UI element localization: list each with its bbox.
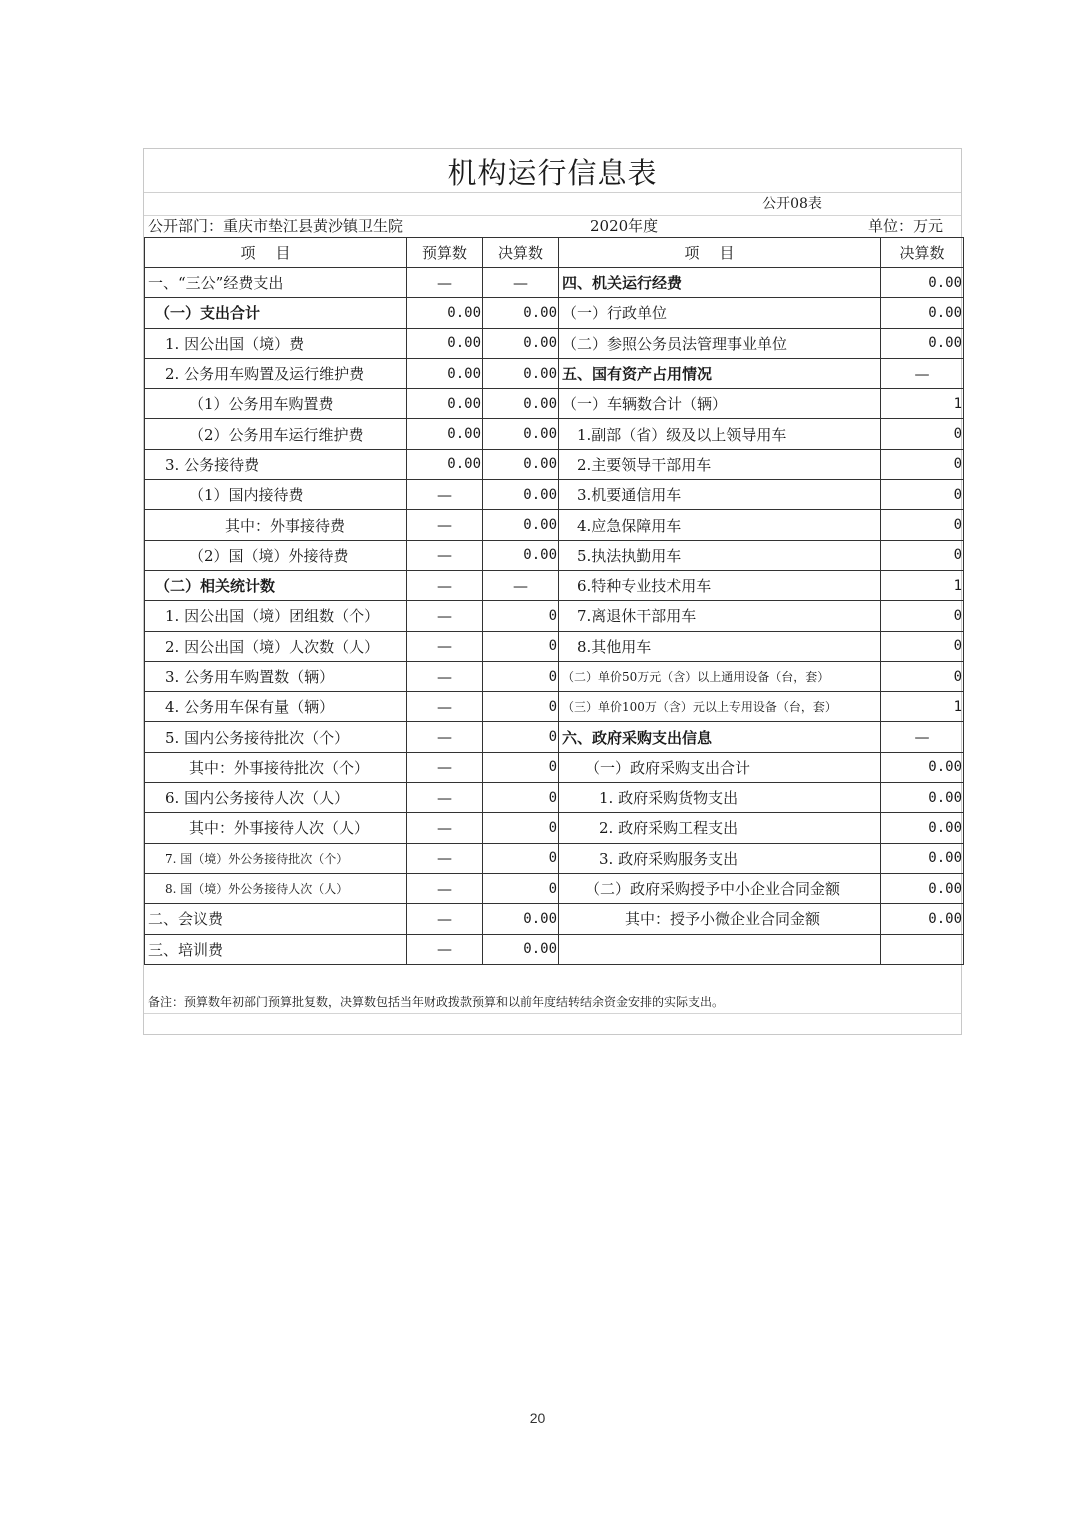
final-cell: 0 [483,783,559,813]
header-final: 决算数 [483,238,559,268]
right-final-cell: 1 [881,692,964,722]
unit-label: 单位：万元 [867,217,943,235]
budget-cell: — [407,631,483,661]
right-item-cell: 四、机关运行经费 [559,268,881,298]
left-item-cell: 2. 因公出国（境）人次数（人） [145,631,407,661]
table-row [145,480,964,510]
budget-cell: — [407,601,483,631]
table-row [145,570,964,600]
final-cell: 0 [483,601,559,631]
right-item-cell: 4.应急保障用车 [559,510,881,540]
final-cell: 0.00 [483,298,559,328]
budget-cell: — [407,873,483,903]
left-item-cell: 其中：外事接待批次（个） [145,752,407,782]
final-cell: 0.00 [483,419,559,449]
budget-cell: — [407,904,483,934]
final-cell: 0 [483,752,559,782]
table-row [145,419,964,449]
right-item-cell: （三）单价100万（含）元以上专用设备（台，套） [559,692,881,722]
table-row [145,934,964,964]
header-right-final: 决算数 [881,238,964,268]
right-final-cell: 0.00 [881,298,964,328]
right-final-cell: 0 [881,661,964,691]
right-final-cell: 0.00 [881,783,964,813]
final-cell: 0.00 [483,358,559,388]
divider [144,1013,961,1014]
budget-cell: — [407,692,483,722]
final-cell: 0.00 [483,480,559,510]
final-cell: 0.00 [483,389,559,419]
right-item-cell: 3.机要通信用车 [559,480,881,510]
table-row [145,389,964,419]
budget-cell: — [407,722,483,752]
right-item-cell: 2. 政府采购工程支出 [559,813,881,843]
table-row [145,813,964,843]
left-item-cell: 6. 国内公务接待人次（人） [145,783,407,813]
left-item-cell: （2）国（境）外接待费 [145,540,407,570]
table-row [145,661,964,691]
final-cell: 0.00 [483,904,559,934]
table-row [145,904,964,934]
budget-cell: 0.00 [407,328,483,358]
final-cell: 0 [483,692,559,722]
left-item-cell: 2. 公务用车购置及运行维护费 [145,358,407,388]
left-item-cell: （一）支出合计 [145,298,407,328]
budget-cell: 0.00 [407,358,483,388]
right-item-cell: 3. 政府采购服务支出 [559,843,881,873]
table-row [145,601,964,631]
budget-cell: — [407,783,483,813]
budget-cell: — [407,268,483,298]
table-row [145,449,964,479]
left-item-cell: 其中：外事接待费 [145,510,407,540]
right-final-cell: 0.00 [881,328,964,358]
right-final-cell: 0.00 [881,752,964,782]
left-item-cell: 5. 国内公务接待批次（个） [145,722,407,752]
left-item-cell: 4. 公务用车保有量（辆） [145,692,407,722]
year-label: 2020年度 [590,217,659,235]
left-item-cell: （2）公务用车运行维护费 [145,419,407,449]
left-item-cell: 三、培训费 [145,934,407,964]
budget-cell: — [407,843,483,873]
budget-cell: — [407,934,483,964]
header-right-item: 项目 [559,238,881,268]
budget-cell: — [407,510,483,540]
right-final-cell: 0 [881,419,964,449]
final-cell: 0 [483,873,559,903]
right-final-cell: 0 [881,540,964,570]
budget-cell: — [407,813,483,843]
budget-cell: — [407,661,483,691]
table-row [145,298,964,328]
budget-cell: 0.00 [407,419,483,449]
right-final-cell: 0 [881,631,964,661]
data-table [144,237,964,965]
final-cell: 0.00 [483,540,559,570]
table-row [145,328,964,358]
left-item-cell: （1）国内接待费 [145,480,407,510]
table-row [145,873,964,903]
footnote: 备注：预算数年初部门预算批复数，决算数包括当年财政拨款预算和以前年度结转结余资金安排的实际支出。 [148,995,725,1009]
right-final-cell: — [881,358,964,388]
left-item-cell: 其中：外事接待人次（人） [145,813,407,843]
left-item-cell: （二）相关统计数 [145,570,407,600]
right-item-cell: 6.特种专业技术用车 [559,570,881,600]
right-item-cell: 其中：授予小微企业合同金额 [559,904,881,934]
budget-cell: — [407,570,483,600]
final-cell: — [483,570,559,600]
final-cell: 0.00 [483,449,559,479]
right-item-cell: 5.执法执勤用车 [559,540,881,570]
budget-cell: — [407,480,483,510]
final-cell: 0 [483,631,559,661]
meta-row [144,215,961,237]
form-number: 公开08表 [762,196,822,212]
right-item-cell: 2.主要领导干部用车 [559,449,881,479]
right-final-cell: 0.00 [881,813,964,843]
right-final-cell: 0.00 [881,873,964,903]
left-item-cell: 8. 国（境）外公务接待人次（人） [145,873,407,903]
final-cell: — [483,268,559,298]
table-row [145,843,964,873]
final-cell: 0.00 [483,328,559,358]
table-row [145,722,964,752]
right-final-cell: 0.00 [881,268,964,298]
right-item-cell [559,934,881,964]
right-item-cell: （二）参照公务员法管理事业单位 [559,328,881,358]
right-final-cell: — [881,722,964,752]
page-number: 20 [529,1410,546,1426]
right-final-cell: 0 [881,449,964,479]
table-row [145,268,964,298]
right-final-cell: 0.00 [881,843,964,873]
budget-cell: 0.00 [407,449,483,479]
table-row [145,358,964,388]
right-final-cell: 0 [881,510,964,540]
final-cell: 0.00 [483,934,559,964]
table-row [145,692,964,722]
right-item-cell: （二）单价50万元（含）以上通用设备（台，套） [559,661,881,691]
right-item-cell: （一）政府采购支出合计 [559,752,881,782]
header-left-item: 项目 [145,238,407,268]
final-cell: 0 [483,722,559,752]
right-final-cell: 0 [881,480,964,510]
right-item-cell: 五、国有资产占用情况 [559,358,881,388]
right-final-cell: 1 [881,389,964,419]
page-title: 机构运行信息表 [144,149,961,193]
right-final-cell: 0.00 [881,904,964,934]
right-item-cell: 7.离退休干部用车 [559,601,881,631]
right-final-cell: 1 [881,570,964,600]
table-row [145,631,964,661]
right-final-cell [881,934,964,964]
table-row [145,783,964,813]
header-budget: 预算数 [407,238,483,268]
right-item-cell: （一）行政单位 [559,298,881,328]
final-cell: 0 [483,843,559,873]
right-item-cell: 六、政府采购支出信息 [559,722,881,752]
final-cell: 0 [483,661,559,691]
right-item-cell: 1. 政府采购货物支出 [559,783,881,813]
final-cell: 0.00 [483,510,559,540]
info-table-sheet [143,148,962,1035]
left-item-cell: 3. 公务用车购置数（辆） [145,661,407,691]
left-item-cell: 1. 因公出国（境）费 [145,328,407,358]
table-row [145,752,964,782]
department-label: 公开部门：重庆市垫江县黄沙镇卫生院 [148,217,404,235]
table-row [145,510,964,540]
right-item-cell: 1.副部（省）级及以上领导用车 [559,419,881,449]
right-item-cell: 8.其他用车 [559,631,881,661]
budget-cell: 0.00 [407,298,483,328]
table-row [145,540,964,570]
budget-cell: — [407,752,483,782]
right-item-cell: （二）政府采购授予中小企业合同金额 [559,873,881,903]
left-item-cell: 3. 公务接待费 [145,449,407,479]
right-final-cell: 0 [881,601,964,631]
left-item-cell: （1）公务用车购置费 [145,389,407,419]
left-item-cell: 二、会议费 [145,904,407,934]
table-header-row [145,238,964,268]
right-item-cell: （一）车辆数合计（辆） [559,389,881,419]
final-cell: 0 [483,813,559,843]
budget-cell: 0.00 [407,389,483,419]
left-item-cell: 一、“三公”经费支出 [145,268,407,298]
budget-cell: — [407,540,483,570]
left-item-cell: 7. 国（境）外公务接待批次（个） [145,843,407,873]
left-item-cell: 1. 因公出国（境）团组数（个） [145,601,407,631]
